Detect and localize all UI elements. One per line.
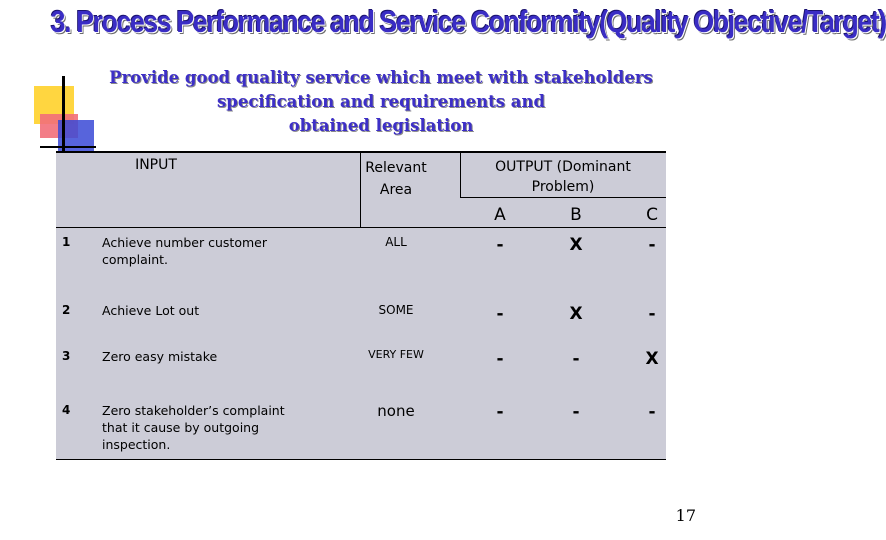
row-output-c: - (648, 235, 656, 255)
row-input (102, 302, 322, 319)
row-output-b: X (569, 304, 583, 324)
subtitle (56, 66, 706, 138)
row-output-a: - (496, 402, 504, 422)
header-relevant-area (344, 157, 448, 201)
row-output-b: - (572, 402, 580, 422)
decorative-horizontal-line (40, 146, 96, 148)
slide-title: 3. Process Performance and Service Conformity(Quality Objective/Target) (50, 4, 886, 39)
row-number: 2 (62, 303, 71, 317)
subtitle-line-1: Provide good quality service which meet with stakeholders (109, 68, 653, 87)
row-input-line: Achieve Lot out (102, 303, 200, 318)
row-input (102, 348, 322, 365)
page-number: 17 (675, 506, 696, 525)
row-output-c: - (648, 304, 656, 324)
header-output-line-2: Problem) (531, 179, 595, 195)
row-output-a: - (496, 349, 504, 369)
header-divider-area-right (460, 153, 461, 197)
output-subheader-line (460, 197, 666, 198)
header-bottom-line (56, 227, 666, 228)
row-relevant-area: SOME (378, 303, 414, 317)
header-col-a: A (494, 205, 506, 225)
row-input-line: Zero easy mistake (102, 349, 218, 364)
subtitle-line-2: specification and requirements and (217, 92, 545, 111)
row-relevant-area: ALL (385, 235, 407, 249)
header-col-b: B (570, 205, 582, 225)
row-output-a: - (496, 235, 504, 255)
row-input-line: Achieve number customer (102, 235, 267, 250)
row-input (102, 234, 322, 268)
header-col-c: C (646, 205, 658, 225)
row-number: 1 (62, 235, 71, 249)
header-output (468, 157, 658, 197)
row-output-c: X (645, 349, 659, 369)
header-output-line-1: OUTPUT (Dominant (495, 159, 631, 175)
row-input-line: that it cause by outgoing (102, 420, 260, 435)
row-input (102, 402, 322, 453)
header-relevant-area-line-1: Relevant (365, 160, 427, 176)
row-relevant-area: VERY FEW (368, 348, 424, 361)
row-input-line: complaint. (102, 252, 169, 267)
subtitle-line-3: obtained legislation (288, 116, 474, 135)
header-input: INPUT (135, 157, 177, 173)
row-output-c: - (648, 402, 656, 422)
header-relevant-area-line-2: Area (379, 182, 413, 198)
row-output-a: - (496, 304, 504, 324)
row-number: 4 (62, 403, 71, 417)
objectives-table (56, 151, 666, 460)
row-number: 3 (62, 349, 71, 363)
row-relevant-area: none (377, 402, 415, 420)
row-input-line: inspection. (102, 437, 171, 452)
row-input-line: Zero stakeholder’s complaint (102, 403, 285, 418)
row-output-b: - (572, 349, 580, 369)
row-output-b: X (569, 235, 583, 255)
